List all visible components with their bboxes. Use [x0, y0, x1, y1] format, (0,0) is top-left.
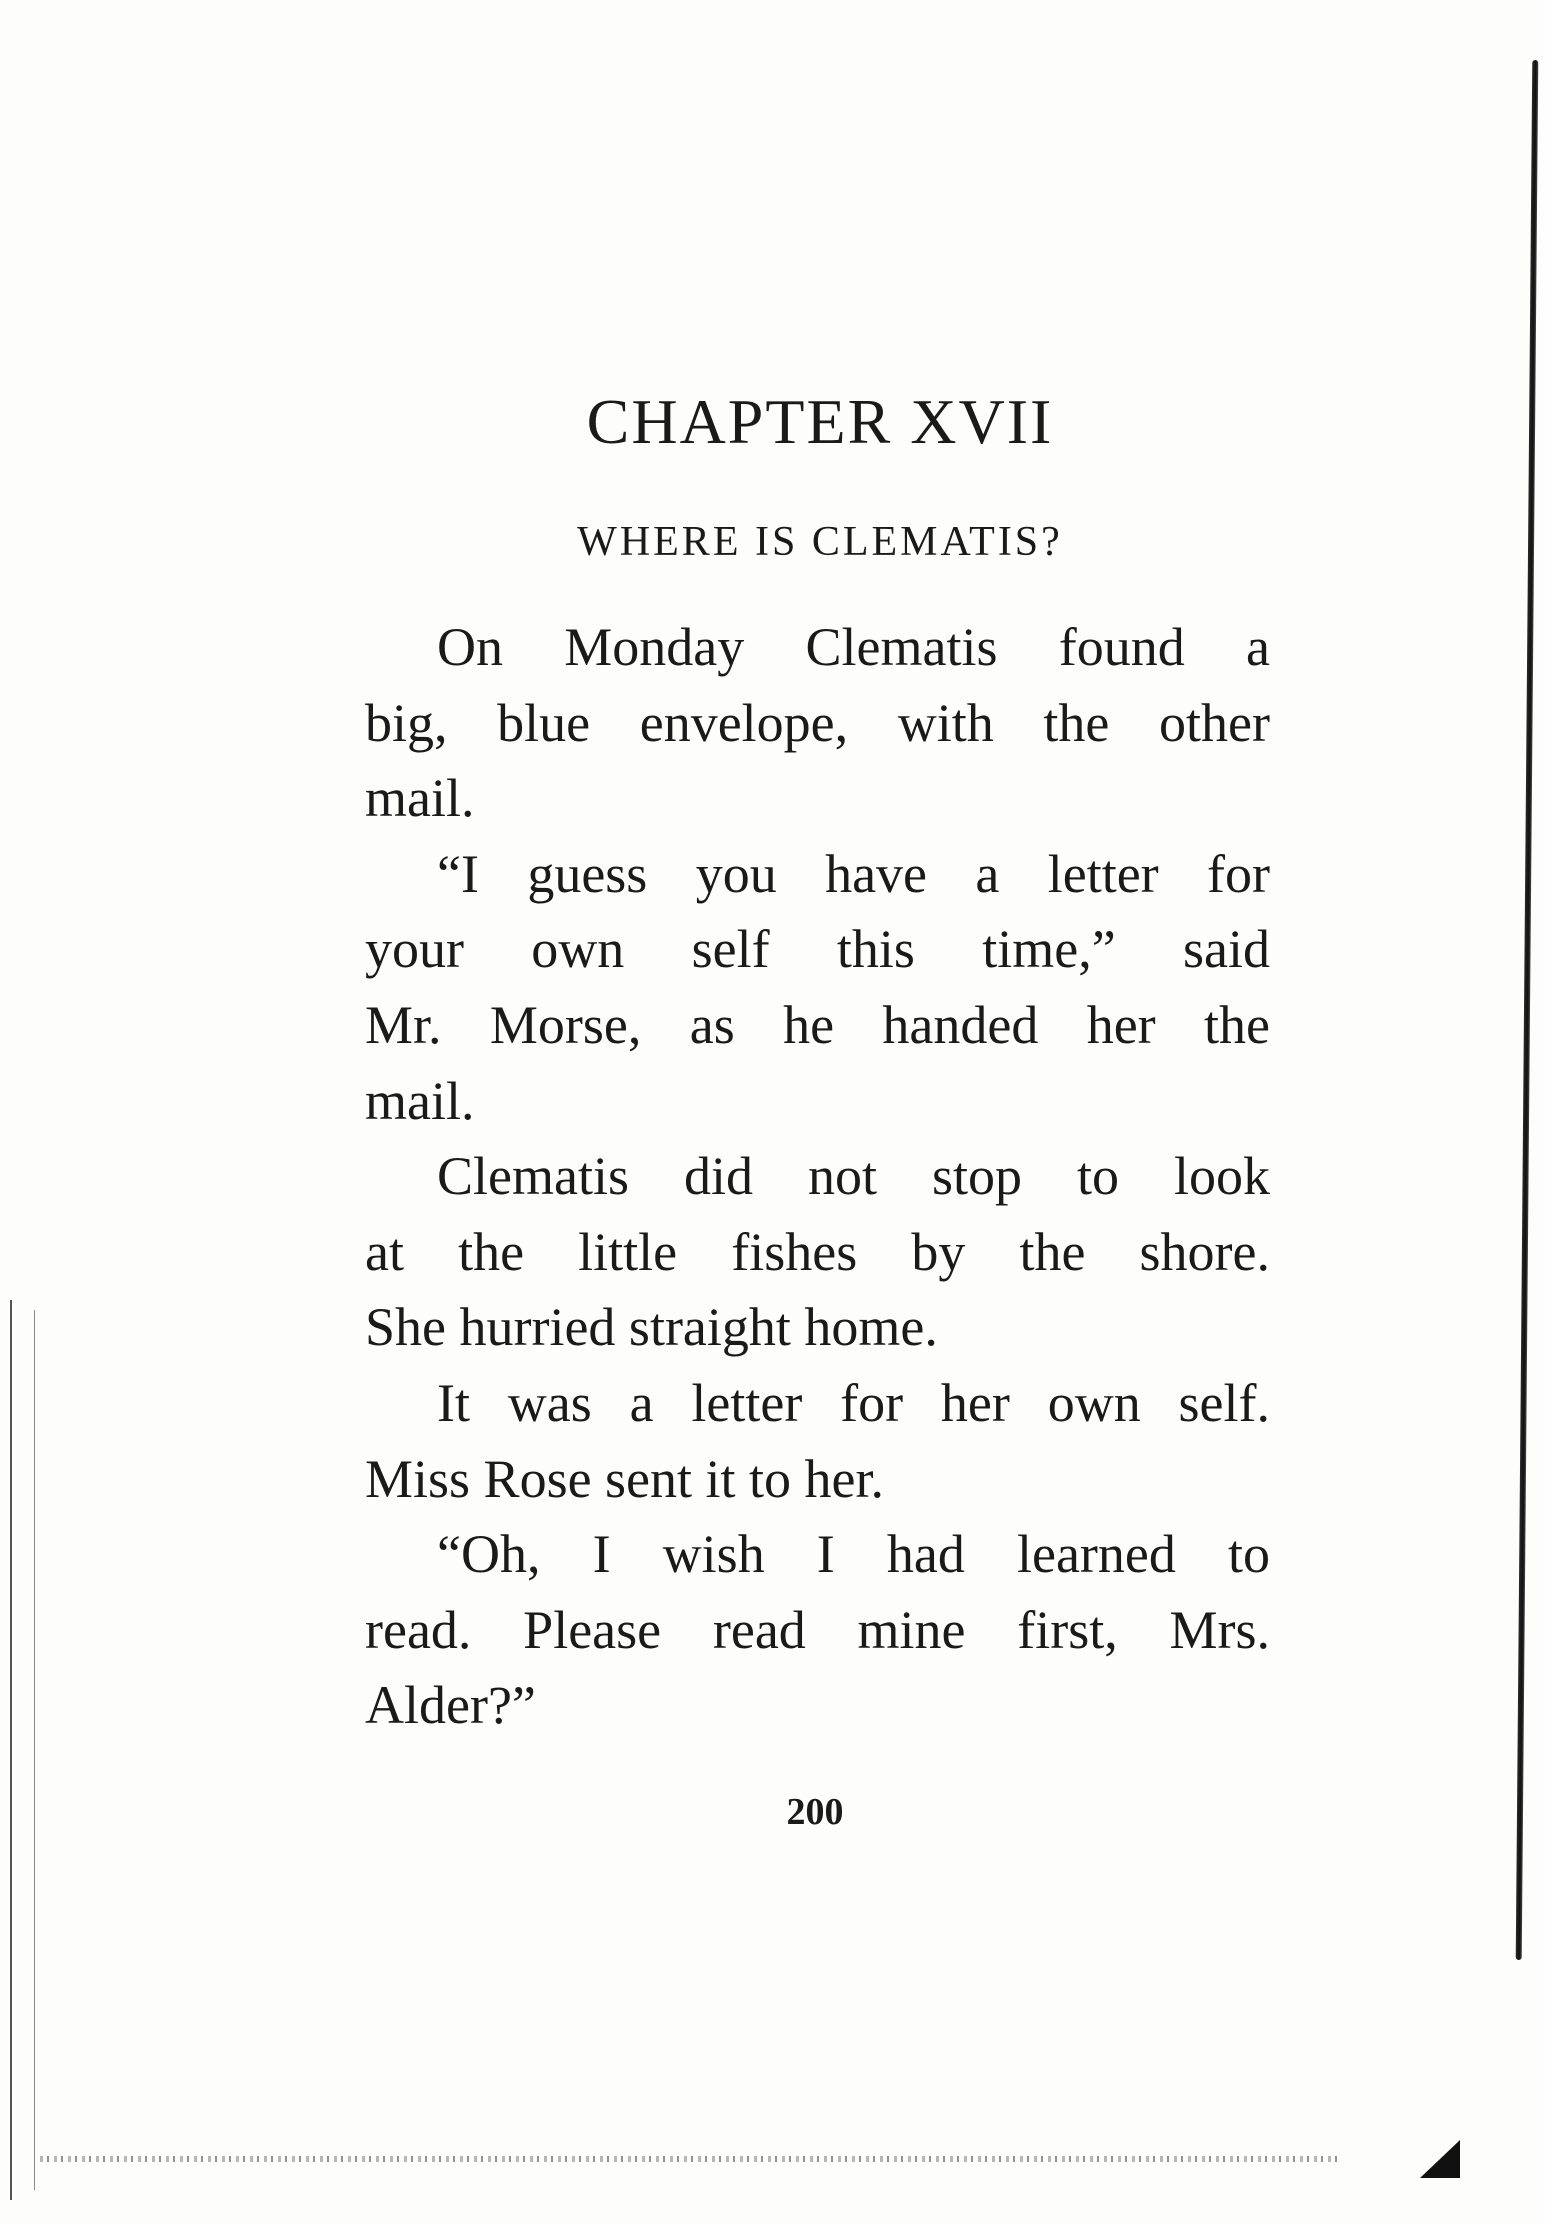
chapter-subtitle: WHERE IS CLEMATIS? [577, 519, 1063, 565]
page-edge-shadow-bottom [40, 2156, 1340, 2162]
page-edge-shadow-left [10, 1300, 12, 2200]
text-line: “I guess you have a letter for [437, 843, 1270, 904]
text-line: read. Please read mine first, Mrs. [365, 1599, 1270, 1660]
page-number: 200 [786, 1791, 844, 1833]
text-line: She hurried straight home. [365, 1297, 938, 1358]
page-edge-line-left [34, 1310, 35, 2190]
text-line: at the little fishes by the shore. [365, 1221, 1270, 1282]
text-line: Miss Rose sent it to her. [365, 1448, 885, 1509]
text-line: big, blue envelope, with the other [365, 692, 1270, 753]
text-line: mail. [365, 768, 475, 829]
text-line: Clematis did not stop to look [437, 1146, 1270, 1207]
text-line: your own self this time,” said [365, 919, 1270, 980]
page-corner-mark [1420, 2140, 1460, 2178]
text-line: Alder?” [365, 1675, 536, 1736]
text-line: It was a letter for her own self. [437, 1372, 1270, 1433]
text-line: Mr. Morse, as he handed her the [365, 994, 1270, 1055]
chapter-title: CHAPTER XVII [586, 386, 1054, 457]
text-line: “Oh, I wish I had learned to [437, 1524, 1270, 1585]
body-text [365, 610, 1270, 1744]
text-line: On Monday Clematis found a [437, 617, 1270, 677]
page-edge-shadow-right [1516, 60, 1539, 1960]
text-line: mail. [365, 1070, 475, 1131]
